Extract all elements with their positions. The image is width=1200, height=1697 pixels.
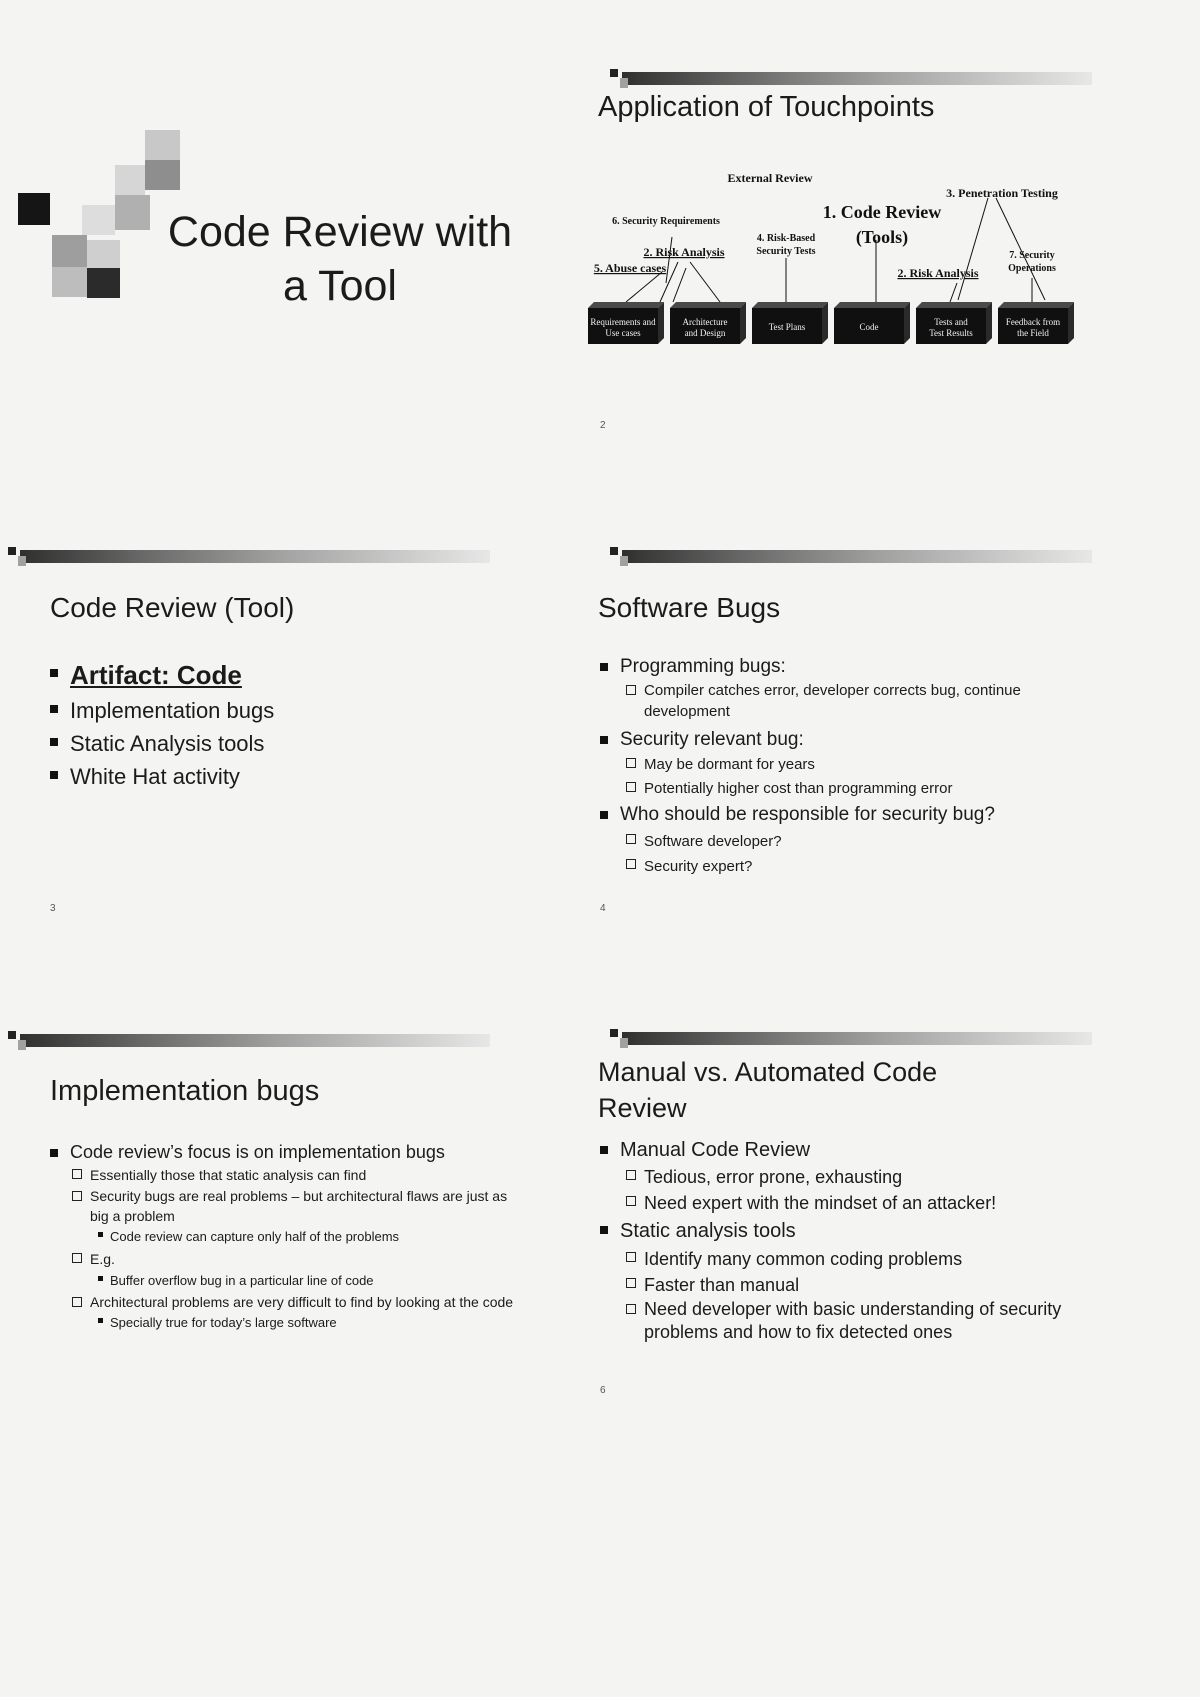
bullet-item: Static Analysis tools bbox=[48, 727, 528, 760]
box-label-line1: Code bbox=[859, 322, 879, 332]
title-line-2: a Tool bbox=[283, 262, 397, 310]
box-label-line2: Use cases bbox=[605, 328, 641, 338]
arrow-line bbox=[626, 272, 662, 302]
box-label-line2: Test Results bbox=[929, 328, 973, 338]
code-review-label: 1. Code Review bbox=[822, 202, 942, 222]
bullet-list bbox=[48, 656, 528, 793]
slide-title: Code Review (Tool) bbox=[50, 592, 295, 623]
sub-bullet-item: Need expert with the mindset of an attacker! bbox=[624, 1190, 1068, 1216]
abuse-cases-label: 5. Abuse cases bbox=[593, 261, 667, 275]
slide-title: Software Bugs bbox=[598, 592, 781, 623]
security-requirements-label: 6. Security Requirements bbox=[612, 216, 720, 227]
sub-bullet-item: Architectural problems are very difficult to find by looking at the code bbox=[70, 1292, 518, 1312]
title-line-1: Code Review with bbox=[167, 208, 513, 256]
bullet-item: Static analysis tools bbox=[598, 1216, 1068, 1246]
slide-number: 6 bbox=[600, 1385, 606, 1396]
sub-sub-bullet-item: Specially true for today’s large software bbox=[96, 1312, 518, 1334]
sub-bullet-item: E.g. bbox=[70, 1248, 518, 1270]
sub-bullet-item: Security bugs are real problems – but architectural flaws are just as big a problem bbox=[70, 1186, 518, 1226]
sub-sub-bullet-item: Code review can capture only half of the problems bbox=[96, 1226, 518, 1248]
sub-bullet-item: Tedious, error prone, exhausting bbox=[624, 1164, 1068, 1190]
arrow-line bbox=[690, 262, 720, 302]
artifact-boxes bbox=[588, 302, 1074, 344]
slide-2 bbox=[590, 0, 1160, 520]
bullet-item: Artifact: Code bbox=[48, 656, 528, 694]
bullet-list bbox=[598, 653, 1068, 879]
touchpoints-diagram bbox=[590, 0, 1160, 520]
sub-bullet-item: Faster than manual bbox=[624, 1272, 1068, 1298]
sub-bullet-item: Potentially higher cost than programming error bbox=[624, 777, 1068, 801]
bullet-list bbox=[598, 1136, 1068, 1344]
risk-based-label: 4. Risk-Based bbox=[756, 233, 816, 244]
box-label-line1: Test Plans bbox=[768, 322, 806, 332]
slide-4 bbox=[600, 520, 1160, 1040]
slide-header-bar bbox=[622, 550, 1092, 563]
penetration-testing-label: 3. Penetration Testing bbox=[946, 186, 1058, 200]
box-label-line1: Feedback from bbox=[1005, 317, 1061, 327]
bullet-item: Security relevant bug: bbox=[598, 726, 1068, 753]
arrow-line bbox=[673, 268, 686, 302]
slide-title: Application of Touchpoints bbox=[598, 91, 935, 123]
risk-analysis-label-a: 2. Risk Analysis bbox=[643, 245, 725, 259]
sub-bullet-item: Need developer with basic understanding of security problems and how to fix detected ones bbox=[624, 1298, 1068, 1344]
security-label: 7. Security bbox=[1009, 250, 1055, 261]
slide-number: 2 bbox=[600, 420, 606, 431]
slide-header-bar bbox=[622, 1032, 1092, 1045]
sub-bullet-item: May be dormant for years bbox=[624, 753, 1068, 777]
operations-label: Operations bbox=[1008, 263, 1056, 274]
slide-header-bar bbox=[20, 1034, 490, 1047]
arrow-line bbox=[958, 198, 988, 300]
slide-header-bar bbox=[20, 550, 490, 563]
artifact-box bbox=[834, 302, 910, 344]
sub-bullet-item: Compiler catches error, developer corrects bug, continue development bbox=[624, 680, 1068, 722]
bullet-item: Who should be responsible for security bug? bbox=[598, 801, 1068, 829]
sub-bullet-item: Identify many common coding problems bbox=[624, 1246, 1068, 1272]
code-review-tools-label: (Tools) bbox=[855, 227, 909, 247]
slide-number: 4 bbox=[600, 903, 606, 914]
slide-5 bbox=[0, 1040, 560, 1560]
box-label-line2: and Design bbox=[684, 328, 726, 338]
slide-number: 3 bbox=[50, 903, 56, 914]
bullet-list bbox=[48, 1140, 518, 1334]
arrow-line bbox=[666, 237, 672, 283]
risk-analysis-label-b: 2. Risk Analysis bbox=[897, 266, 979, 280]
artifact-box bbox=[752, 302, 828, 344]
sub-sub-bullet-item: Buffer overflow bug in a particular line of code bbox=[96, 1270, 518, 1292]
bullet-item: Programming bugs: bbox=[598, 653, 1068, 680]
security-tests-label: Security Tests bbox=[756, 246, 816, 257]
slide-title: Implementation bugs bbox=[50, 1075, 320, 1107]
title-slide-heading bbox=[150, 205, 530, 313]
bullet-item: Implementation bugs bbox=[48, 694, 528, 727]
box-label-line1: Tests and bbox=[934, 317, 968, 327]
artifact-box bbox=[588, 302, 664, 344]
box-label-line2: the Field bbox=[1017, 328, 1049, 338]
artifact-box bbox=[916, 302, 992, 344]
slide-1 bbox=[0, 0, 560, 520]
artifact-box bbox=[998, 302, 1074, 344]
box-label-line1: Architecture bbox=[682, 317, 728, 327]
bullet-item: Code review’s focus is on implementation bugs bbox=[48, 1140, 518, 1164]
arrow-line bbox=[950, 283, 957, 302]
sub-bullet-item: Security expert? bbox=[624, 854, 1068, 879]
slide-3 bbox=[0, 520, 560, 1040]
slide-6 bbox=[600, 1040, 1160, 1560]
artifact-box bbox=[670, 302, 746, 344]
sub-bullet-item: Software developer? bbox=[624, 829, 1068, 854]
arrow-line bbox=[996, 198, 1045, 300]
box-label-line1: Requirements and bbox=[590, 317, 656, 327]
bullet-item: Manual Code Review bbox=[598, 1136, 1068, 1164]
external-review-label: External Review bbox=[727, 171, 813, 185]
slide-title: Manual vs. Automated Code Review bbox=[598, 1057, 938, 1123]
sub-bullet-item: Essentially those that static analysis can find bbox=[70, 1164, 518, 1186]
bullet-item: White Hat activity bbox=[48, 760, 528, 793]
